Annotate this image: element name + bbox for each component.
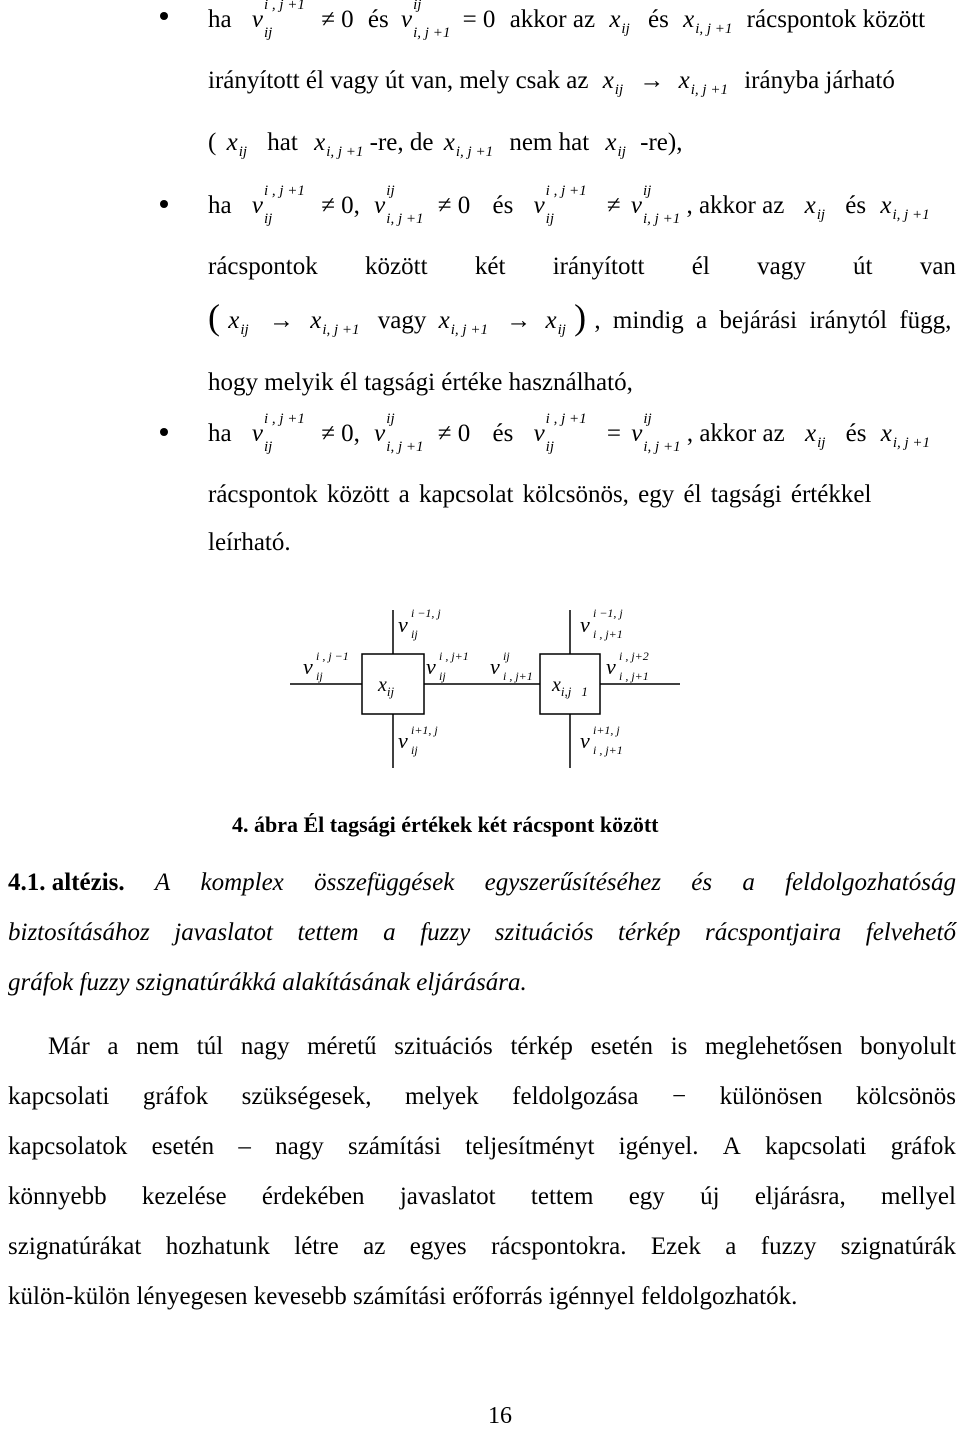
bullet-3 [160,428,168,436]
figure-caption: 4. ábra Él tagsági értékek két rácspont között [232,812,659,837]
bullet-3-line-2: rácspontok között a kapcsolat kölcsönös, egy él tagsági értékkel [208,481,872,508]
svg-text:i , j+1: i , j+1 [503,669,533,683]
bullet-3-line-1: ha ν i , j +1 ij ≠ 0, ν ij i, j +1 ≠ 0 és ν i , j +1 ij = ν ij i, j +1 , akkor az $x_{ij}$ és $x_{i, j +1}$ [208,411,931,455]
bullet-3-line-3: leírható. [208,529,291,556]
node-left-label: $x_{ij}$ [378,674,395,699]
label-bottom-left [398,723,438,757]
svg-text:i , j −1: i , j −1 [316,649,349,663]
svg-text:i+1, j: i+1, j [593,723,620,737]
label-mid-2 [490,649,533,683]
figure-diagram [0,590,960,800]
bullet-2-line-3: ( $x_{ij} \to x_{i, j +1}$ vagy $x_{i, j +1} \to x_{ij}$ ) , mindig a bejárási iránytól függ, [208,297,952,338]
svg-text:ij: ij [316,669,323,683]
bullet-1-line-1: ha ν i , j +1 ij ≠ 0 és ν ij i, j +1 = 0 akkor az $x_{ij}$ és $x_{i, j +1}$ rácspontok között [208,0,926,41]
label-top-left [398,606,441,641]
bullet-1-line-2: irányított él vagy út van, mely csak az $x_{ij} \to x_{i, j +1}$ irányba járható [208,66,895,98]
svg-text:i , j+1: i , j+1 [619,669,649,683]
svg-text:i , j+1: i , j+1 [593,627,623,641]
svg-text:ν: ν [490,654,500,679]
label-right [606,649,649,683]
svg-text:ν: ν [606,654,616,679]
bullet-2-line-1: ha ν i , j +1 ij ≠ 0, ν ij i, j +1 ≠ 0 és ν i , j +1 ij ≠ ν ij i, j +1 , akkor az $x_{ij}$ és $x_{i, j +1}$ [208,183,930,227]
bullet-2 [160,200,168,208]
svg-text:ij: ij [439,669,446,683]
page-number: 16 [488,1403,512,1429]
svg-text:i , j+1: i , j+1 [593,743,623,757]
body-paragraph: Már a nem túl nagy méretű szituációs térkép esetén is meglehetősen bonyolult kapcsolati gráfok szükségesek, melyek feldolgozása − különösen kölcsönös kapcsolatok esetén – nagy számítási teljesítményt igényel. A kapcsolati gráfok könnyebb kezelése érdekében javaslatot tettem egy új eljárásra, mellyel szignatúrákat hozhatunk létre az egyes rácspontokra. Ezek a fuzzy szignatúrák külön-külön lényegesen kevesebb számítási erőforrás igénnyel feldolgozhatók. [8,1033,956,1310]
svg-text:ν: ν [398,612,408,637]
node-right-label: $x_{i,j}$ 1 [552,674,588,699]
bullet-2-line-4: hogy melyik él tagsági értéke használható, [208,369,633,396]
svg-text:ij: ij [503,649,510,663]
label-mid-1 [426,649,469,683]
label-top-right [580,606,623,641]
svg-text:i −1, j: i −1, j [411,606,441,620]
svg-text:ν: ν [426,654,436,679]
svg-text:i , j+1: i , j+1 [439,649,469,663]
svg-text:ν: ν [303,654,313,679]
svg-text:i −1, j: i −1, j [593,606,623,620]
bullet-1 [160,12,168,20]
label-bottom-right [580,723,623,757]
section-heading: 4.1. altézis. [8,869,125,896]
label-left [303,649,349,683]
svg-text:ij: ij [411,627,418,641]
bullet-1-line-3: ( $x_{ij}$ hat $x_{i, j +1}$ -re, de $x_{i, j +1}$ nem hat $x_{ij}$ -re), [208,128,683,160]
bullet-2-line-2: rácspontok között két irányított él vagy út van [208,253,956,280]
svg-text:i , j+2: i , j+2 [619,649,649,663]
svg-text:ν: ν [580,612,590,637]
thesis-paragraph: 4.1. altézis. A komplex összefüggések egyszerűsítéséhez és a feldolgozhatóság biztosításához javaslatot tettem a fuzzy szituációs térkép rácspontjaira felvehető gráfok fuzzy szignatúrákká alakításának eljárására. [8,869,956,996]
svg-text:ν: ν [398,728,408,753]
svg-text:i+1, j: i+1, j [411,723,438,737]
svg-text:ij: ij [411,743,418,757]
svg-text:ν: ν [580,728,590,753]
